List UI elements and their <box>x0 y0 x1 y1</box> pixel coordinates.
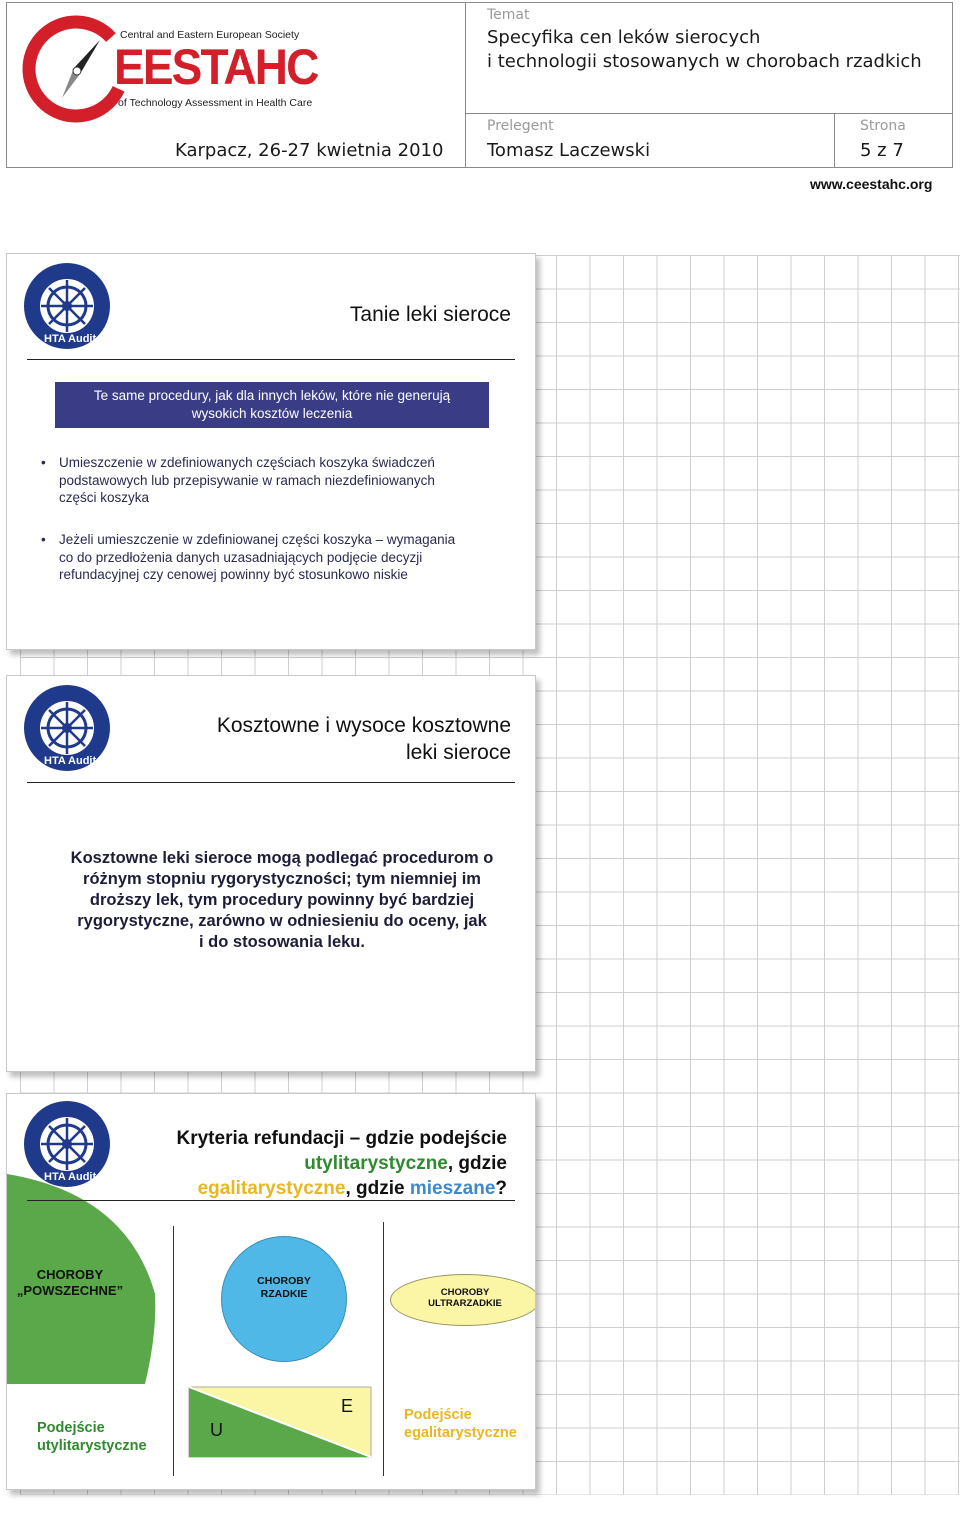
title-part: , gdzie <box>447 1153 507 1174</box>
label-line: CHOROBY <box>36 1267 104 1282</box>
bullet-line: Umieszczenie w zdefiniowanych częściach koszyka świadczeń <box>59 455 435 470</box>
speaker-name: Tomasz Laczewski <box>487 140 651 161</box>
ultra-rare-diseases-ellipse <box>390 1274 536 1326</box>
slide2-title <box>217 712 511 766</box>
hta-audit-logo <box>23 1100 111 1188</box>
banner-line1: Te same procedury, jak dla innych leków, które nie generują <box>93 388 451 403</box>
label-line: ULTRARZADKIE <box>428 1298 502 1309</box>
title-part: ? <box>495 1178 507 1199</box>
label-line: Podejście <box>404 1407 472 1423</box>
label-line: „POWSZECHNE” <box>16 1283 124 1298</box>
society-name: EESTAHC <box>114 39 318 95</box>
body-line: droższy lek, tym procedury powinny być bardziej <box>89 891 475 909</box>
label-line: egalitarystyczne <box>404 1425 517 1441</box>
bullet-line: refundacyjnej czy cenowej powinny być stosunkowo niskie <box>59 567 408 582</box>
page-number: 5 z 7 <box>860 140 904 161</box>
ultra-rare-diseases-label <box>391 1287 536 1309</box>
bullet-dot: • <box>41 455 46 470</box>
title-utilitarian: utylitarystyczne <box>304 1153 448 1174</box>
hta-brand: HTA Audit <box>44 755 97 767</box>
slide-reimbursement-criteria <box>6 1093 536 1490</box>
title-egalitarian: egalitarystyczne <box>197 1178 346 1199</box>
slide2-body <box>27 848 537 953</box>
body-line: i do stosowania leku. <box>199 933 365 951</box>
slide2-title-rule <box>27 782 515 783</box>
body-line: Kosztowne leki sieroce mogą podlegać procedurom o <box>70 849 494 867</box>
topic-label: Temat <box>487 7 530 23</box>
website-link[interactable]: www.ceestahc.org <box>810 176 933 192</box>
bullet-line: części koszyka <box>59 490 150 505</box>
venue-date: Karpacz, 26-27 kwietnia 2010 <box>175 140 444 161</box>
title-mixed: mieszane <box>409 1178 496 1199</box>
slide-cheap-orphan-drugs <box>6 253 536 650</box>
title-part: Kryteria refundacji – gdzie podejście <box>176 1128 507 1149</box>
u-label: U <box>210 1420 223 1440</box>
rare-diseases-circle <box>221 1236 347 1362</box>
rare-diseases-label <box>222 1275 346 1301</box>
common-diseases-label <box>7 1267 133 1299</box>
slide1-banner <box>55 382 489 428</box>
utilitarian-approach-label <box>37 1419 147 1455</box>
page-label: Strona <box>860 118 906 134</box>
label-line: CHOROBY <box>440 1287 490 1298</box>
hta-audit-logo <box>23 684 111 772</box>
bullet-line: Jeżeli umieszczenie w zdefiniowanej części koszyka – wymagania <box>59 532 456 547</box>
society-sub-text: of Technology Assessment in Health Care <box>118 97 313 109</box>
bullet-dot: • <box>41 532 46 547</box>
column-divider <box>173 1226 174 1476</box>
title-part: , gdzie <box>345 1178 410 1199</box>
hta-audit-logo <box>23 262 111 350</box>
label-line: RZADKIE <box>260 1288 308 1300</box>
topic-line2: i technologii stosowanych w chorobach rzadkich <box>487 51 922 72</box>
slide2-title-line2: leki sieroce <box>405 741 511 764</box>
slide3-title-rule <box>27 1200 515 1201</box>
body-line: różnym stopniu rygorystyczności; tym niemniej im <box>83 870 481 888</box>
society-small-text: Central and Eastern European Society <box>120 29 300 41</box>
label-line: CHOROBY <box>257 1275 311 1287</box>
hta-brand: HTA Audit <box>44 333 97 345</box>
slide1-bullet-2 <box>41 531 456 584</box>
label-line: utylitarystyczne <box>37 1438 147 1454</box>
slide2-title-line1: Kosztowne i wysoce kosztowne <box>216 714 511 737</box>
hta-brand: HTA Audit <box>44 1171 97 1183</box>
slide3-title <box>177 1126 508 1201</box>
slide1-title: Tanie leki sieroce <box>349 303 511 326</box>
slide-expensive-orphan-drugs <box>6 675 536 1072</box>
body-line: rygorystyczne, zarówno w odniesieniu do oceny, jak <box>77 912 487 930</box>
label-line: Podejście <box>37 1420 105 1436</box>
bullet-line: co do przedłożenia danych uzasadniających podjęcie decyzji <box>59 549 423 565</box>
column-divider <box>383 1222 384 1476</box>
banner-line2: wysokich kosztów leczenia <box>191 406 353 421</box>
slide1-title-rule <box>27 359 515 360</box>
e-label: E <box>341 1396 354 1416</box>
topic-line1: Specyfika cen leków sierocych <box>487 27 761 48</box>
bullet-line: podstawowych lub przepisywanie w ramach niezdefiniowanych <box>59 472 435 488</box>
slide1-bullet-1 <box>41 454 435 507</box>
speaker-label: Prelegent <box>487 118 554 134</box>
egalitarian-approach-label <box>404 1406 517 1442</box>
